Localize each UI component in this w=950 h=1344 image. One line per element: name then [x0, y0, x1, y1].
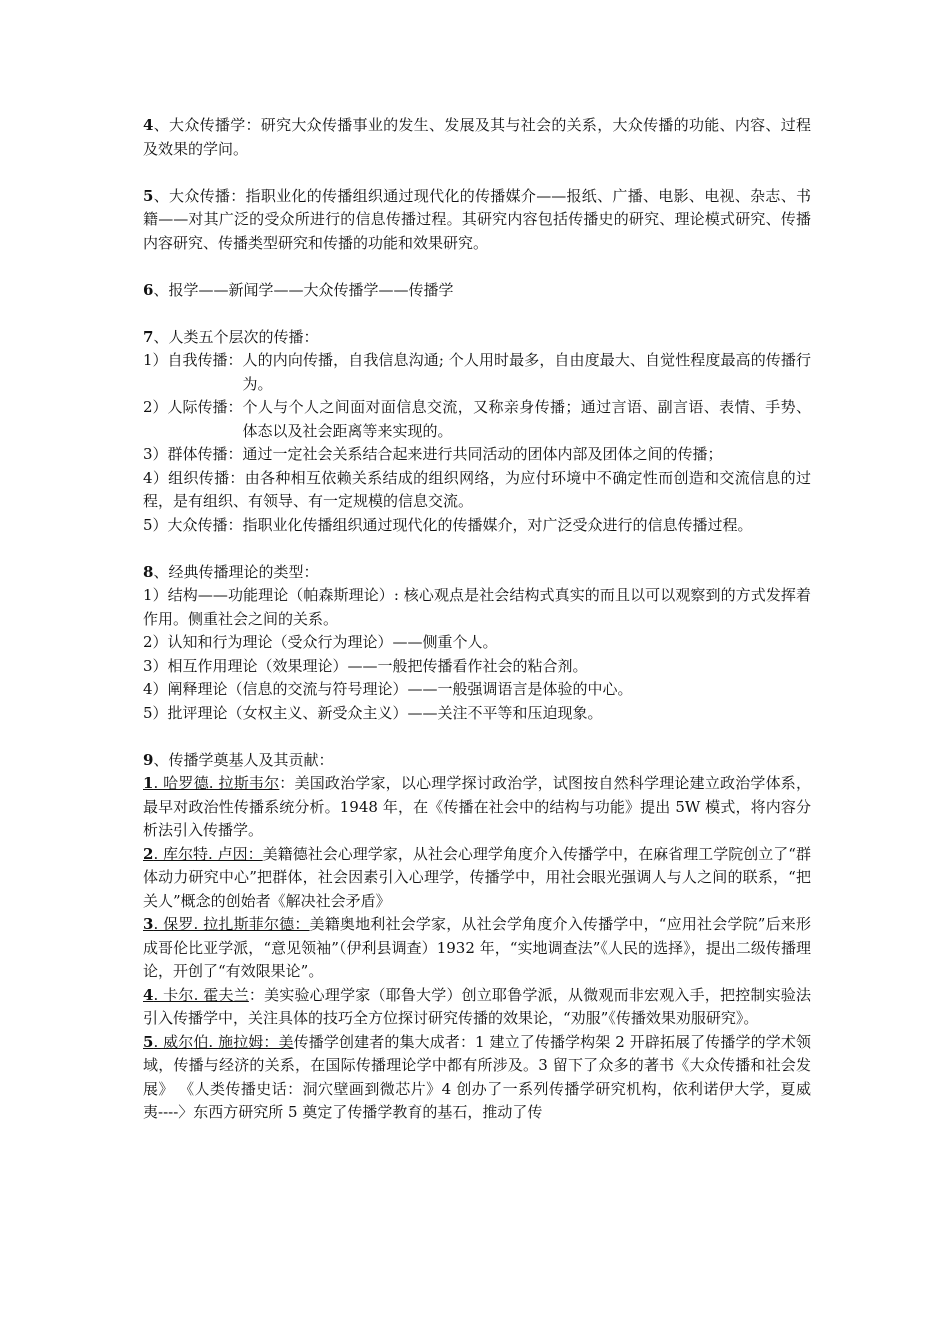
person-name [143, 915, 310, 933]
person-description: ：美国政治学家，以心理学探讨政治学，试图按自然科学理论建立政治学体系，最早对政治性传播系统分析。1948 年，在《传播在社会中的结构与功能》提出 5W 模式，将内容分析法引入传播学。 [143, 774, 811, 839]
person-name [143, 1033, 294, 1051]
person-entry [143, 913, 811, 984]
spacer [143, 302, 811, 326]
list-item: 5）批评理论（女权主义、新受众主义）——关注不平等和压迫现象。 [143, 703, 603, 722]
list-item [143, 514, 811, 538]
list-item: 4）阐释理论（信息的交流与符号理论）——一般强调语言是体验的中心。 [143, 680, 633, 698]
item-text: 个人与个人之间面对面信息交流，又称亲身传播；通过言语、副言语、表情、手势、体态以及社会距离等来实现的。 [242, 398, 811, 440]
spacer [143, 725, 811, 749]
list-item: 3）相互作用理论（效果理论）——一般把传播看作社会的粘合剂。 [143, 656, 588, 675]
person-entry [143, 772, 811, 843]
section-text: 、大众传播学：研究大众传播事业的发生、发展及其与社会的关系，大众传播的功能、内容、过程及效果的学问。 [143, 116, 811, 158]
person-entry [143, 843, 811, 914]
list-item [143, 467, 811, 514]
section-text: 、报学——新闻学——大众传播学——传播学 [153, 280, 454, 299]
person-description: ：美实验心理学家（耶鲁大学）创立耶鲁学派，从微观而非宏观入手，把控制实验法引入传播学中，关注具体的技巧全方位探讨研究传播的效果论，“劝服”《传播效果劝服研究》。 [143, 985, 811, 1027]
person-number: 3 [143, 915, 154, 933]
section-number: 6 [143, 280, 154, 299]
item-text: 指职业化传播组织通过现代化的传播媒介，对广泛受众进行的信息传播过程。 [242, 515, 753, 534]
list-item [143, 443, 811, 467]
spacer [143, 161, 811, 185]
item-text: 通过一定社会关系结合起来进行共同活动的团体内部及团体之间的传播； [242, 445, 723, 463]
person-name-text: . 威尔伯. 施拉姆：美 [153, 1032, 294, 1051]
document-page [143, 114, 811, 1125]
item-label: 2）人际传播： [143, 398, 243, 416]
person-name-text: . 保罗. 拉扎斯菲尔德： [153, 915, 310, 933]
section-6 [143, 279, 811, 303]
spacer [143, 537, 811, 561]
item-label: 3）群体传播： [143, 445, 243, 463]
list-item [143, 396, 811, 443]
person-number: 4 [143, 985, 154, 1004]
section-number: 5 [143, 186, 154, 205]
section-number: 7 [143, 327, 154, 346]
section-7-title [143, 326, 811, 350]
item-label: 5）大众传播： [143, 515, 243, 534]
person-name [143, 986, 249, 1004]
person-number: 2 [143, 844, 154, 863]
section-number: 8 [143, 562, 154, 581]
section-4 [143, 114, 811, 161]
list-item: 2）认知和行为理论（受众行为理论）——侧重个人。 [143, 633, 498, 651]
person-name [143, 845, 263, 863]
person-entry [143, 984, 811, 1031]
item-label: 1）自我传播： [143, 351, 243, 369]
section-5 [143, 185, 811, 256]
person-description: 传播学创建者的集大成者：1 建立了传播学构架 2 开辟拓展了传播学的学术领域，传播与经济的关系，在国际传播理论学中都有所涉及。3 留下了众多的著书《大众传播和社会发展》 《人类传播史话：洞穴壁画到微芯片》4 创办了一系列传播学研究机构，依利诺伊大学，夏威夷----〉东西方研究所 5 奠定了传播学教育的基石，推动了传 [143, 1032, 811, 1121]
item-label: 4）组织传播： [143, 468, 245, 487]
person-number: 1 [143, 774, 154, 792]
person-number: 5 [143, 1032, 154, 1051]
item-text: 人的内向传播，自我信息沟通; 个人用时最多，自由度最大、自觉性程度最高的传播行为。 [242, 351, 811, 393]
section-title: 、人类五个层次的传播： [153, 327, 319, 346]
person-description: 美籍德社会心理学家，从社会心理学角度介入传播学中，在麻省理工学院创立了“群体动力研究中心”把群体，社会因素引入心理学，传播学中，用社会眼光强调人与人之间的联系，“把关人”概念的创始者《解决社会矛盾》 [143, 844, 811, 910]
section-title: 、传播学奠基人及其贡献： [153, 750, 334, 769]
person-name [143, 774, 279, 792]
list-item: 1）结构——功能理论（帕森斯理论）: 核心观点是社会结构式真实的而且以可以观察到的方式发挥着作用。侧重社会之间的关系。 [143, 586, 811, 628]
section-9-title [143, 749, 811, 773]
list-item [143, 349, 811, 396]
section-text: 、大众传播：指职业化的传播组织通过现代化的传播媒介——报纸、广播、电影、电视、杂志、书籍——对其广泛的受众所进行的信息传播过程。其研究内容包括传播史的研究、理论模式研究、传播内容研究、传播类型研究和传播的功能和效果研究。 [143, 186, 811, 252]
spacer [143, 255, 811, 279]
person-description: 美籍奥地利社会学家，从社会学角度介入传播学中，“应用社会学院”后来形成哥伦比亚学派，“意见领袖”（伊利县调查）1932 年，“实地调查法”《人民的选择》，提出二级传播理论，开创了“有效限果论”。 [143, 915, 811, 980]
person-entry [143, 1031, 811, 1125]
section-number: 9 [143, 750, 154, 769]
person-name-text: . 库尔特. 卢因： [153, 844, 263, 863]
person-name-text: . 哈罗德. 拉斯韦尔 [153, 774, 280, 792]
section-8-title [143, 561, 811, 585]
person-name-text: . 卡尔. 霍夫兰 [153, 985, 249, 1004]
item-text: 由各种相互依赖关系结成的组织网络，为应付环境中不确定性而创造和交流信息的过程，是有组织、有领导、有一定规模的信息交流。 [143, 468, 811, 510]
section-number: 4 [143, 116, 154, 134]
section-title: 、经典传播理论的类型： [153, 562, 319, 581]
